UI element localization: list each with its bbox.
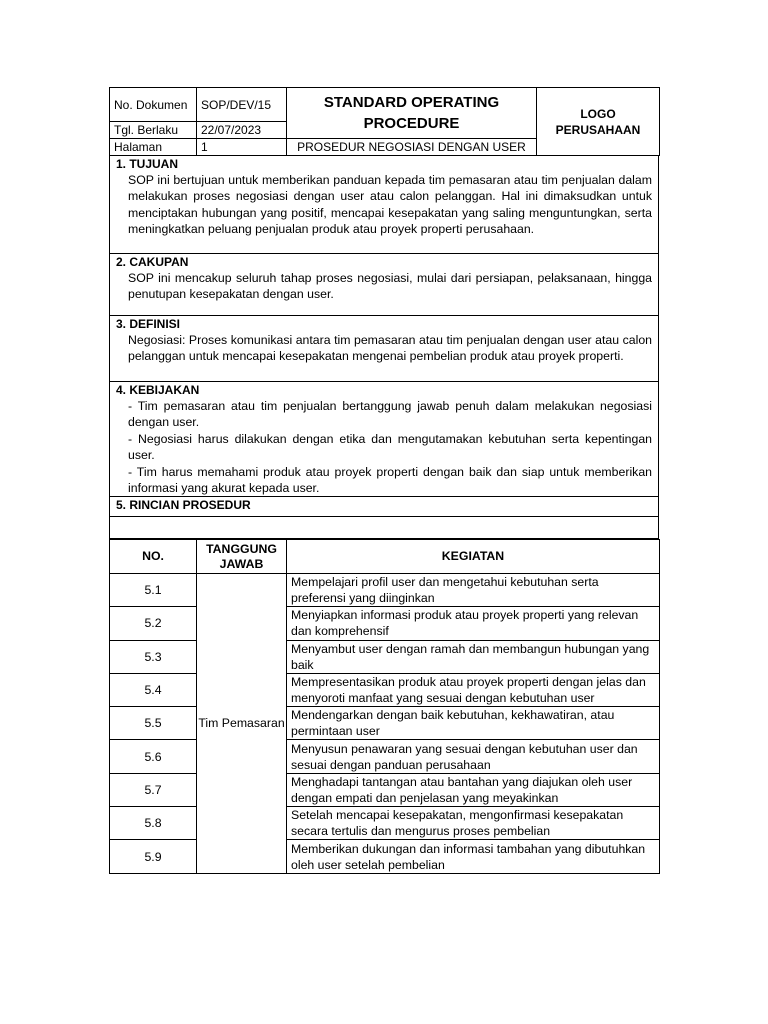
column-header-no: NO. <box>110 540 197 574</box>
step-number: 5.4 <box>110 673 197 706</box>
section-tujuan <box>109 156 659 254</box>
step-number: 5.6 <box>110 740 197 773</box>
table-row <box>110 673 660 706</box>
sop-document <box>109 87 659 874</box>
responsible-party: Tim Pemasaran <box>197 574 287 874</box>
table-row <box>110 640 660 673</box>
policy-list <box>116 398 652 496</box>
header-table <box>109 87 660 156</box>
step-activity: Mempelajari profil user dan mengetahui kebutuhan serta preferensi yang diinginkan <box>287 574 660 607</box>
step-activity: Memberikan dukungan dan informasi tambahan yang dibutuhkan oleh user setelah pembelian <box>287 840 660 873</box>
procedure-table <box>109 539 660 874</box>
step-activity: Mendengarkan dengan baik kebutuhan, kekhawatiran, atau permintaan user <box>287 707 660 740</box>
step-activity: Setelah mencapai kesepakatan, mengonfirmasi kesepakatan secara tertulis dan mengurus proses pembelian <box>287 807 660 840</box>
section-rincian <box>109 497 659 517</box>
section-body: SOP ini mencakup seluruh tahap proses negosiasi, mulai dari persiapan, pelaksanaan, hingga penutupan kesepakatan dengan user. <box>128 271 652 302</box>
step-activity: Menyiapkan informasi produk atau proyek properti yang relevan dan komprehensif <box>287 607 660 640</box>
tgl-berlaku-value: 22/07/2023 <box>197 122 287 139</box>
tgl-berlaku-label: Tgl. Berlaku <box>110 122 197 139</box>
section-title: 1. TUJUAN <box>116 157 179 171</box>
empty-row <box>109 517 659 539</box>
step-number: 5.2 <box>110 607 197 640</box>
step-activity: Menghadapi tantangan atau bantahan yang diajukan oleh user dengan empati dan penjelasan yang meyakinkan <box>287 773 660 806</box>
document-title: STANDARD OPERATING PROCEDURE <box>287 88 537 139</box>
step-activity: Mempresentasikan produk atau proyek properti dengan jelas dan menyoroti manfaat yang sesuai dengan kebutuhan user <box>287 673 660 706</box>
table-row <box>110 773 660 806</box>
table-row <box>110 807 660 840</box>
section-title: 3. DEFINISI <box>116 317 181 331</box>
company-logo-placeholder: LOGO PERUSAHAAN <box>537 88 660 156</box>
table-row <box>110 740 660 773</box>
step-number: 5.8 <box>110 807 197 840</box>
step-number: 5.5 <box>110 707 197 740</box>
section-title: 2. CAKUPAN <box>116 255 189 269</box>
halaman-value: 1 <box>197 139 287 156</box>
column-header-tanggung-jawab: TANGGUNG JAWAB <box>197 540 287 574</box>
section-title: 4. KEBIJAKAN <box>116 383 200 397</box>
table-row <box>110 707 660 740</box>
step-activity: Menyambut user dengan ramah dan membangun hubungan yang baik <box>287 640 660 673</box>
section-title: 5. RINCIAN PROSEDUR <box>116 498 251 512</box>
step-number: 5.7 <box>110 773 197 806</box>
no-dokumen-value: SOP/DEV/15 <box>197 88 287 122</box>
step-activity: Menyusun penawaran yang sesuai dengan kebutuhan user dan sesuai dengan panduan perusahaan <box>287 740 660 773</box>
section-body: SOP ini bertujuan untuk memberikan panduan kepada tim pemasaran atau tim penjualan dalam melakukan proses negosiasi dengan user atau calon pelanggan. Hal ini dimaksudkan untuk menciptakan hubungan yang positif, mencapai kesepakatan yang saling menguntungkan, serta meningkatkan peluang penjualan produk atau proyek properti perusahaan. <box>128 173 652 237</box>
no-dokumen-label: No. Dokumen <box>110 88 197 122</box>
table-row <box>110 574 660 607</box>
column-header-kegiatan: KEGIATAN <box>287 540 660 574</box>
step-number: 5.1 <box>110 574 197 607</box>
section-cakupan <box>109 254 659 316</box>
halaman-label: Halaman <box>110 139 197 156</box>
section-kebijakan <box>109 382 659 497</box>
policy-item: - Tim pemasaran atau tim penjualan bertanggung jawab penuh dalam melakukan negosiasi dengan user. <box>128 399 652 430</box>
section-definisi <box>109 316 659 382</box>
policy-item: - Negosiasi harus dilakukan dengan etika dan mengutamakan kebutuhan serta kepentingan user. <box>128 431 652 463</box>
policy-item: - Tim harus memahami produk atau proyek properti dengan baik dan siap untuk memberikan informasi yang akurat kepada user. <box>128 464 652 496</box>
step-number: 5.3 <box>110 640 197 673</box>
document-subtitle: PROSEDUR NEGOSIASI DENGAN USER <box>287 139 537 156</box>
step-number: 5.9 <box>110 840 197 873</box>
section-body: Negosiasi: Proses komunikasi antara tim pemasaran atau tim penjualan dengan user atau calon pelanggan untuk mencapai kesepakatan mengenai pembelian produk atau proyek properti. <box>128 333 652 364</box>
table-row <box>110 607 660 640</box>
table-row <box>110 840 660 873</box>
